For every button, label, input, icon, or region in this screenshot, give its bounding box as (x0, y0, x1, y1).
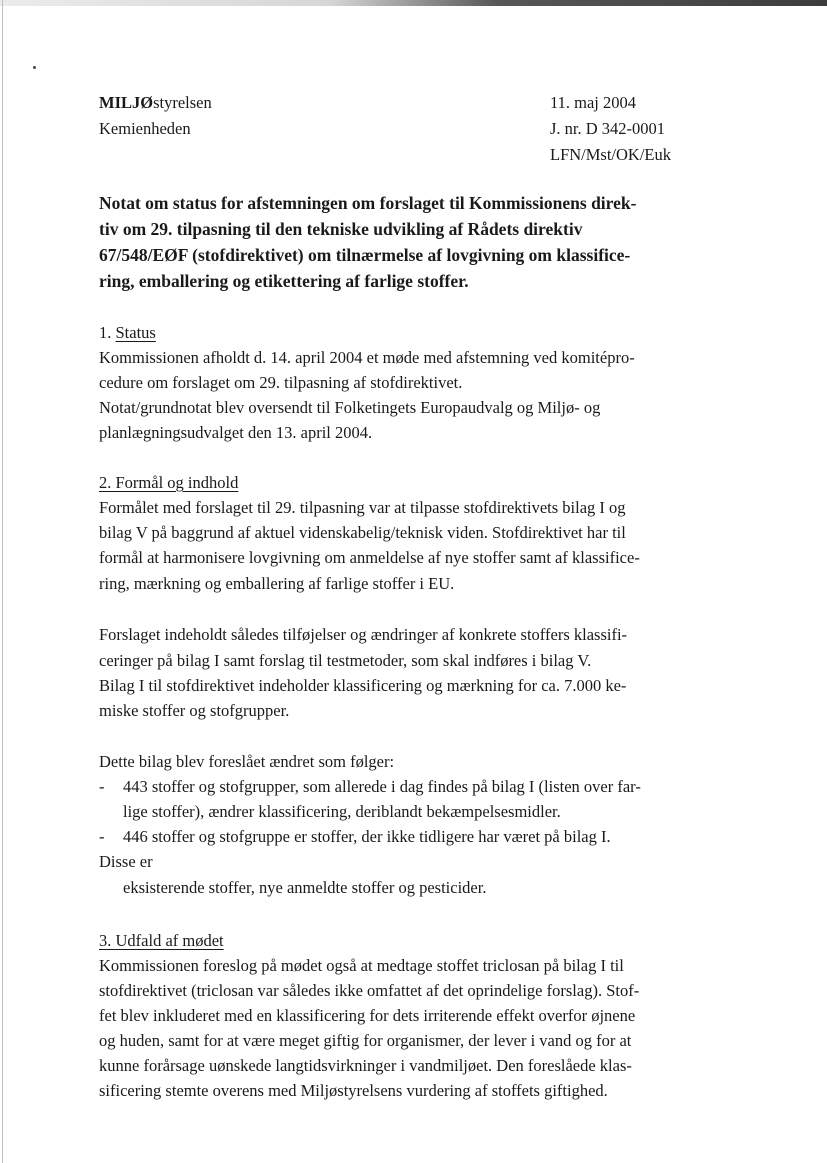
paragraph-line: stofdirektivet (triclosan var således ikke omfattet af det oprindelige forslag). Stof- (99, 981, 640, 1000)
list-item-text: Disse er (99, 852, 153, 871)
paragraph-line: Kommissionen afholdt d. 14. april 2004 et møde med afstemning ved komitépro- (99, 348, 635, 367)
list-item-text: 446 stoffer og stofgruppe er stoffer, der ikke tidligere har været på bilag I. (123, 827, 611, 846)
paragraph-line: Forslaget indeholdt således tilføjelser og ændringer af konkrete stoffers klassifi- (99, 625, 628, 644)
scan-edge-top (0, 0, 827, 6)
paragraph-line: formål at harmonisere lovgivning om anmeldelse af nye stoffer samt af klassifice- (99, 548, 640, 567)
bullet-dash: - (99, 827, 105, 846)
paragraph-line: bilag V på baggrund af aktuel videnskabelig/teknisk viden. Stofdirektivet har til (99, 523, 626, 542)
list-item-text: lige stoffer), ændrer klassificering, deriblandt bekæmpelsesmidler. (123, 802, 561, 821)
paragraph-line: sificering stemte overens med Miljøstyrelsens vurdering af stoffets giftighed. (99, 1081, 608, 1100)
paragraph-line: ceringer på bilag I samt forslag til testmetoder, som skal indføres i bilag V. (99, 651, 592, 670)
scan-edge-left (2, 0, 3, 1163)
paragraph-line: Bilag I til stofdirektivet indeholder klassificering og mærkning for ca. 7.000 ke- (99, 676, 627, 695)
paragraph-line: og huden, samt for at være meget giftig for organismer, der lever i vand og for at (99, 1031, 632, 1050)
org-name: MILJØstyrelsen (99, 93, 212, 112)
reference-code: LFN/Mst/OK/Euk (550, 145, 672, 164)
section-heading-udfald: 3. Udfald af mødet (99, 931, 224, 950)
paragraph-line: fet blev inkluderet med en klassificering for dets irriterende effekt overfor øjnene (99, 1006, 636, 1025)
title-line: tiv om 29. tilpasning til den tekniske udvikling af Rådets direktiv (99, 219, 583, 239)
org-unit: Kemienheden (99, 119, 191, 138)
list-item-text: eksisterende stoffer, nye anmeldte stoffer og pesticider. (123, 878, 487, 897)
paragraph-line: planlægningsudvalget den 13. april 2004. (99, 423, 373, 442)
bullet-dash: - (99, 777, 105, 796)
section-heading-formaal: 2. Formål og indhold (99, 473, 239, 492)
paragraph-line: miske stoffer og stofgrupper. (99, 701, 290, 720)
paragraph-line: Dette bilag blev foreslået ændret som følger: (99, 752, 395, 771)
paragraph-line: kunne forårsage uønskede langtidsvirkninger i vandmiljøet. Den foreslåede klas- (99, 1056, 632, 1075)
journal-number: J. nr. D 342-0001 (550, 119, 666, 138)
paragraph-line: Kommissionen foreslog på mødet også at medtage stoffet triclosan på bilag I til (99, 956, 624, 975)
paragraph-line: Notat/grundnotat blev oversendt til Folketingets Europaudvalg og Miljø- og (99, 398, 601, 417)
list-item-text: 443 stoffer og stofgrupper, som allerede i dag findes på bilag I (listen over far- (123, 777, 641, 796)
paragraph-line: ring, mærkning og emballering af farlige stoffer i EU. (99, 574, 455, 593)
paragraph-line: Formålet med forslaget til 29. tilpasning var at tilpasse stofdirektivets bilag I og (99, 498, 626, 517)
document-date: 11. maj 2004 (550, 93, 637, 112)
paragraph-line: cedure om forslaget om 29. tilpasning af stofdirektivet. (99, 373, 463, 392)
section-heading-status: 1. Status (99, 323, 156, 342)
title-line: Notat om status for afstemningen om forslaget til Kommissionens direk- (99, 193, 637, 213)
title-line: ring, emballering og etikettering af farlige stoffer. (99, 271, 469, 291)
scan-speck (33, 66, 36, 69)
title-line: 67/548/EØF (stofdirektivet) om tilnærmelse af lovgivning om klassifice- (99, 245, 631, 265)
